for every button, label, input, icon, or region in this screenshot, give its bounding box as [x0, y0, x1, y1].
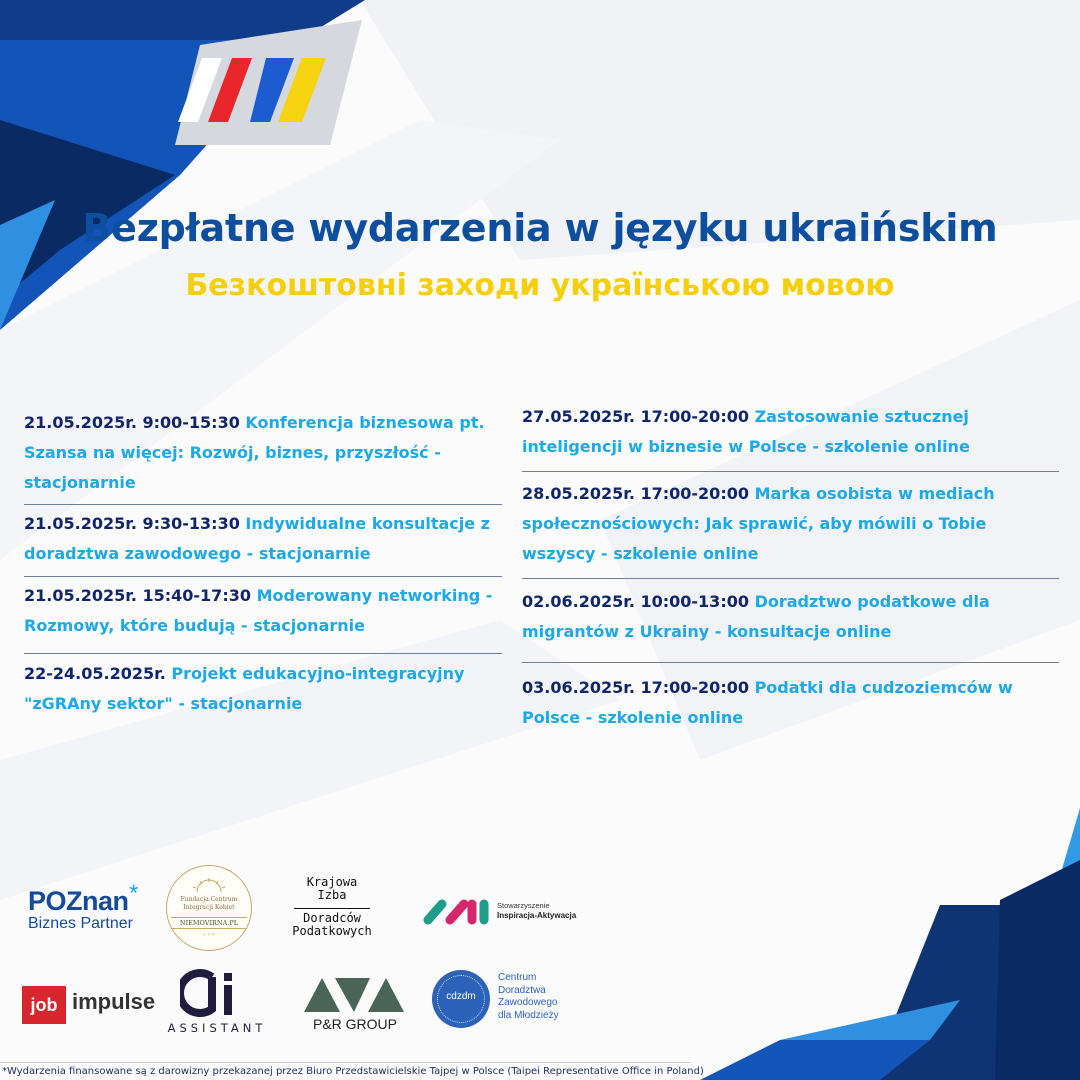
event-divider	[24, 576, 502, 577]
event-item	[522, 587, 992, 647]
logo-job-text: impulse	[72, 989, 156, 1014]
logo-pr-group	[300, 976, 410, 1034]
event-divider	[522, 578, 1059, 579]
event-description: Podatki dla cudzoziemców w Polsce - szkolenie online	[522, 678, 1013, 727]
event-datetime: 02.06.2025r. 10:00-13:00	[522, 592, 749, 611]
logo-stowarzyszenie-inspiracja-aktywacja	[420, 896, 600, 928]
event-datetime: 27.05.2025r. 17:00-20:00	[522, 407, 749, 426]
event-description: Doradztwo podatkowe dla migrantów z Ukrainy - konsultacje online	[522, 592, 990, 641]
logo-poznan-star: *	[129, 880, 139, 907]
pr-mark-icon	[302, 976, 406, 1014]
event-description: Marka osobista w mediach społecznościowych: Jak sprawić, aby mówili o Tobie wszyscy - szkolenie online	[522, 484, 995, 563]
logo-cdzdm-text	[498, 972, 559, 1022]
event-item	[24, 408, 494, 498]
event-divider	[522, 471, 1059, 472]
event-item	[24, 581, 494, 641]
logo-fundacja-niemovirna	[166, 865, 252, 951]
event-datetime: 21.05.2025r. 15:40-17:30	[24, 586, 251, 605]
event-description: Konferencja biznesowa pt. Szansa na więcej: Rozwój, biznes, przyszłość - stacjonarnie	[24, 413, 485, 492]
logo-fundacja-brand: NIEMOVIRNA.PL	[171, 917, 247, 929]
page-subtitle-ukrainian: Безкоштовні заходи українською мовою	[185, 268, 895, 303]
event-item	[522, 479, 1057, 569]
event-datetime: 28.05.2025r. 17:00-20:00	[522, 484, 749, 503]
logo-cdzdm-line3: Zawodowego	[498, 997, 558, 1008]
event-description: Moderowany networking - Rozmowy, które budują - stacjonarnie	[24, 586, 493, 635]
event-item	[522, 402, 1057, 462]
corner-shape-dark-bottom-right	[995, 860, 1080, 1080]
logo-cdzdm-line2: Doradztwa	[498, 984, 546, 996]
logo-job-impulse	[22, 986, 156, 1024]
logo-cdzdm-circle	[432, 970, 490, 1028]
logo-pr-text: P&R GROUP	[312, 1016, 397, 1032]
logo-poznan-biznes-partner	[28, 880, 158, 933]
event-item	[24, 659, 484, 719]
logo-ai-assistant	[158, 965, 276, 1037]
event-datetime: 21.05.2025r. 9:30-13:30	[24, 514, 240, 533]
event-divider	[522, 662, 1059, 663]
event-datetime: 22-24.05.2025r.	[24, 664, 166, 683]
logo-kid-line2: Izba	[317, 888, 347, 902]
event-item	[24, 509, 494, 569]
logo-poznan-name: POZnan	[28, 886, 129, 916]
event-description: Projekt edukacyjno-integracyjny "zGRAny sektor" - stacjonarnie	[24, 664, 465, 713]
logo-kid-line1: Krajowa	[306, 875, 358, 889]
logo-fundacja-line2: Integracji Kobiet	[183, 904, 235, 911]
sia-mark-icon	[420, 896, 492, 926]
logo-fundacja-line1: Fundacja Centrum	[180, 896, 238, 903]
logo-cdzdm-abbr: cdzdm	[446, 991, 476, 1002]
logo-kid-line4: Podatkowych	[292, 924, 372, 938]
corner-shape-light-bottom-right	[780, 1000, 960, 1040]
ai-mark-icon	[180, 965, 250, 1017]
logo-poznan-subtitle: Biznes Partner	[28, 915, 133, 932]
logo-cdzdm	[432, 970, 572, 1030]
event-divider	[24, 504, 502, 505]
logo-krajowa-izba-doradcow	[280, 876, 384, 938]
logo-fundacja-dots: • • •	[202, 932, 216, 938]
event-datetime: 03.06.2025r. 17:00-20:00	[522, 678, 749, 697]
logo-cdzdm-line4: dla Młodzieży	[498, 1009, 559, 1021]
event-divider	[24, 653, 502, 654]
sun-icon	[189, 878, 229, 892]
logo-cdzdm-line1: Centrum	[498, 972, 537, 983]
event-item	[522, 673, 1057, 733]
logo-job-badge: job	[22, 986, 66, 1024]
page-title: Bezpłatne wydarzenia w języku ukraińskim	[82, 206, 998, 250]
event-datetime: 21.05.2025r. 9:00-15:30	[24, 413, 240, 432]
footnote: *Wydarzenia finansowane są z darowizny przekazanej przez Biuro Przedstawicielskie Tajpej w Polsce (Taipei Representative Office in Poland)	[2, 1066, 704, 1077]
logo-ai-text: ASSISTANT	[167, 1021, 267, 1035]
logo-kid-line3: Doradców	[303, 911, 361, 925]
logo-sia-line1: Stowarzyszenie	[497, 901, 550, 910]
footnote-divider	[0, 1062, 690, 1063]
event-description: Zastosowanie sztucznej inteligencji w biznesie w Polsce - szkolenie online	[522, 407, 970, 456]
logo-sia-line2: Inspiracja-Aktywacja	[497, 911, 577, 920]
event-description: Indywidualne konsultacje z doradztwa zawodowego - stacjonarnie	[24, 514, 490, 563]
logo-kid-divider	[294, 908, 370, 909]
